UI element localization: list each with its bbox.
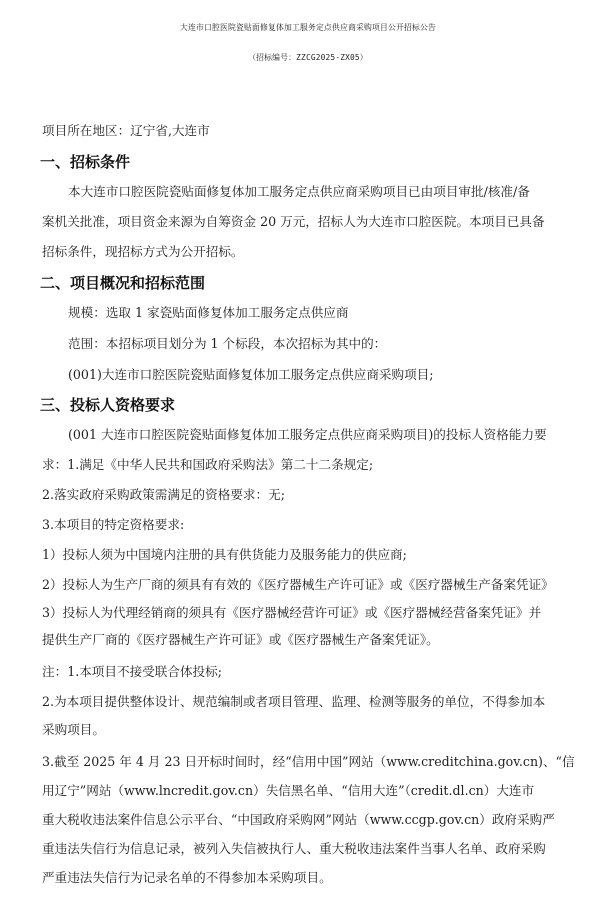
paragraph-line: (001)大连市口腔医院瓷贴面修复体加工服务定点供应商采购项目; bbox=[68, 367, 434, 382]
paragraph-line: 2.落实政府采购政策需满足的资格要求：无; bbox=[42, 487, 285, 502]
paragraph-line: 采购项目。 bbox=[42, 722, 105, 737]
paragraph-line: 范围：本招标项目划分为 1 个标段，本次招标为其中的： bbox=[68, 336, 387, 351]
paragraph-line: 3.截至 2025 年 4 月 23 日开标时间时，经“信用中国”网站（www.creditchina.gov.cn)、“信 bbox=[42, 754, 575, 769]
paragraph-line: 2）投标人为生产厂商的须具有有效的《医疗器械生产许可证》或《医疗器械生产备案凭证》 bbox=[42, 577, 554, 592]
paragraph-line: 规模：选取 1 家瓷贴面修复体加工服务定点供应商 bbox=[68, 305, 349, 320]
paragraph-line: 本大连市口腔医院瓷贴面修复体加工服务定点供应商采购项目已由项目审批/核准/备 bbox=[68, 184, 530, 199]
section-heading-bidding-conditions: 一、招标条件 bbox=[40, 153, 131, 171]
region-line: 项目所在地区：辽宁省,大连市 bbox=[42, 123, 210, 138]
paragraph-line: 严重违法失信行为记录名单的不得参加本采购项目。 bbox=[42, 870, 332, 885]
section-heading-bidder-qualifications: 三、投标人资格要求 bbox=[40, 396, 176, 414]
section-heading-project-overview: 二、项目概况和招标范围 bbox=[40, 274, 206, 292]
paragraph-line: 用辽宁”网站（www.lncredit.gov.cn）失信黑名单、“信用大连”（credit.dl.cn）大连市 bbox=[42, 783, 535, 798]
paragraph-line: 重大税收违法案件信息公示平台、“中国政府采购网”网站（www.ccgp.gov.cn）政府采购严 bbox=[42, 812, 555, 827]
paragraph-line: 3.本项目的特定资格要求: bbox=[42, 517, 185, 532]
paragraph-line: (001 大连市口腔医院瓷贴面修复体加工服务定点供应商采购项目)的投标人资格能力要 bbox=[68, 427, 547, 442]
paragraph-line: 招标条件，现招标方式为公开招标。 bbox=[42, 244, 244, 259]
tender-number: （招标编号：ZZCG2025-ZX05） bbox=[248, 53, 368, 62]
paragraph-line: 案机关批准，项目资金来源为自筹资金 20 万元，招标人为大连市口腔医院。本项目已具备 bbox=[42, 214, 545, 229]
document-title: 大连市口腔医院瓷贴面修复体加工服务定点供应商采购项目公开招标公告 bbox=[180, 23, 436, 32]
paragraph-line: 求：1.满足《中华人民共和国政府采购法》第二十二条规定; bbox=[42, 457, 374, 472]
paragraph-line: 2.为本项目提供整体设计、规范编制或者项目管理、监理、检测等服务的单位，不得参加本 bbox=[42, 694, 546, 709]
paragraph-line: 3）投标人为代理经销商的须具有《医疗器械经营许可证》或《医疗器械经营备案凭证》并 bbox=[42, 605, 542, 620]
paragraph-line: 1）投标人须为中国境内注册的具有供货能力及服务能力的供应商; bbox=[42, 547, 407, 562]
paragraph-line: 提供生产厂商的《医疗器械生产许可证》或《医疗器械生产备案凭证》。 bbox=[42, 632, 439, 647]
paragraph-line: 注：1.本项目不接受联合体投标; bbox=[42, 664, 222, 679]
paragraph-line: 重违法失信行为信息记录，被列入失信被执行人、重大税收违法案件当事人名单、政府采购 bbox=[42, 841, 546, 856]
